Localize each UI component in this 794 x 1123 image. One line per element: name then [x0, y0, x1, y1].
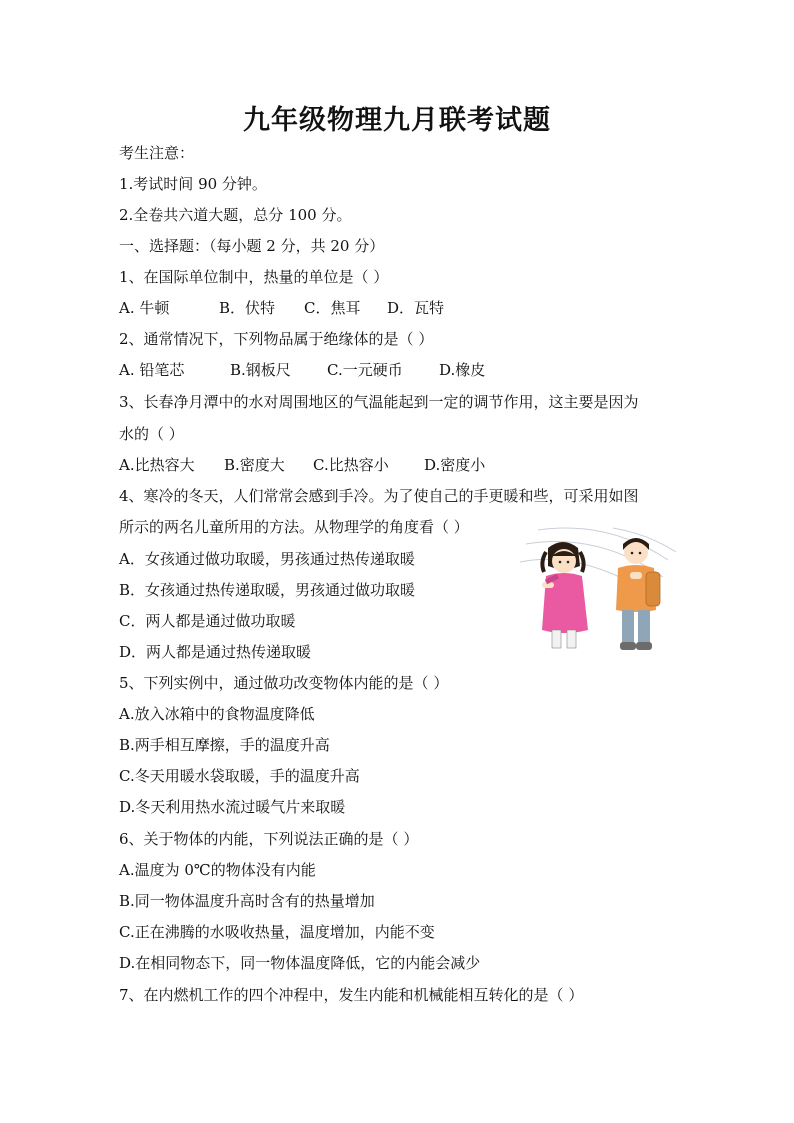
question-6-stem: 6、关于物体的内能，下列说法正确的是（ ） [119, 830, 419, 848]
option-d: D.橡皮 [439, 361, 486, 379]
question-5-option-b: B.两手相互摩擦，手的温度升高 [119, 736, 330, 754]
question-4-stem: 4、寒冷的冬天，人们常常会感到手冷。为了使自己的手更暖和些，可采用如图 [119, 487, 639, 505]
children-warming-hands-illustration [518, 522, 678, 657]
option-b: B．伏特 [219, 299, 276, 317]
children-illustration-icon [518, 522, 678, 657]
question-4-option-c: C．两人都是通过做功取暖 [119, 612, 296, 630]
question-7-stem: 7、在内燃机工作的四个冲程中，发生内能和机械能相互转化的是（ ） [119, 986, 584, 1004]
question-2-stem: 2、通常情况下，下列物品属于绝缘体的是（ ） [119, 330, 434, 348]
option-c: C.比热容小 [313, 456, 389, 474]
question-3-options [119, 455, 679, 475]
question-5-option-c: C.冬天用暖水袋取暖，手的温度升高 [119, 767, 360, 785]
option-b: B.密度大 [224, 456, 285, 474]
section-heading: 一、选择题：（每小题 2 分，共 20 分） [119, 237, 385, 255]
option-b: B.钢板尺 [230, 361, 291, 379]
question-6-option-b: B.同一物体温度升高时含有的热量增加 [119, 892, 375, 910]
question-4-option-a: A．女孩通过做功取暖，男孩通过热传递取暖 [119, 550, 415, 568]
question-2-options [119, 360, 679, 380]
question-1-stem: 1、在国际单位制中，热量的单位是（ ） [119, 268, 389, 286]
option-a: A.比热容大 [119, 456, 195, 474]
notice-item: 1.考试时间 90 分钟。 [119, 175, 267, 193]
option-a: A. 铅笔芯 [119, 361, 185, 379]
question-5-stem: 5、下列实例中，通过做功改变物体内能的是（ ） [119, 674, 449, 692]
question-6-option-d: D.在相同物态下，同一物体温度降低，它的内能会减少 [119, 954, 481, 972]
question-3-stem-continued: 水的（ ） [119, 425, 184, 443]
question-6-option-a: A.温度为 0℃的物体没有内能 [119, 861, 316, 879]
question-4-stem-continued: 所示的两名儿童所用的方法。从物理学的角度看（ ） [119, 518, 469, 536]
question-4-option-d: D．两人都是通过热传递取暖 [119, 643, 312, 661]
option-d: D．瓦特 [387, 299, 445, 317]
option-c: C.一元硬币 [327, 361, 403, 379]
option-d: D.密度小 [424, 456, 486, 474]
option-c: C．焦耳 [304, 299, 361, 317]
question-1-options [119, 298, 679, 318]
notice-heading: 考生注意： [119, 144, 195, 162]
question-4-option-b: B．女孩通过热传递取暖，男孩通过做功取暖 [119, 581, 416, 599]
question-5-option-d: D.冬天利用热水流过暖气片来取暖 [119, 798, 346, 816]
exam-title: 九年级物理九月联考试题 [243, 105, 551, 136]
question-5-option-a: A.放入冰箱中的食物温度降低 [119, 705, 315, 723]
notice-item: 2.全卷共六道大题，总分 100 分。 [119, 206, 352, 224]
question-6-option-c: C.正在沸腾的水吸收热量，温度增加，内能不变 [119, 923, 435, 941]
option-a: A. 牛顿 [119, 299, 170, 317]
question-3-stem: 3、长春净月潭中的水对周围地区的气温能起到一定的调节作用，这主要是因为 [119, 393, 639, 411]
